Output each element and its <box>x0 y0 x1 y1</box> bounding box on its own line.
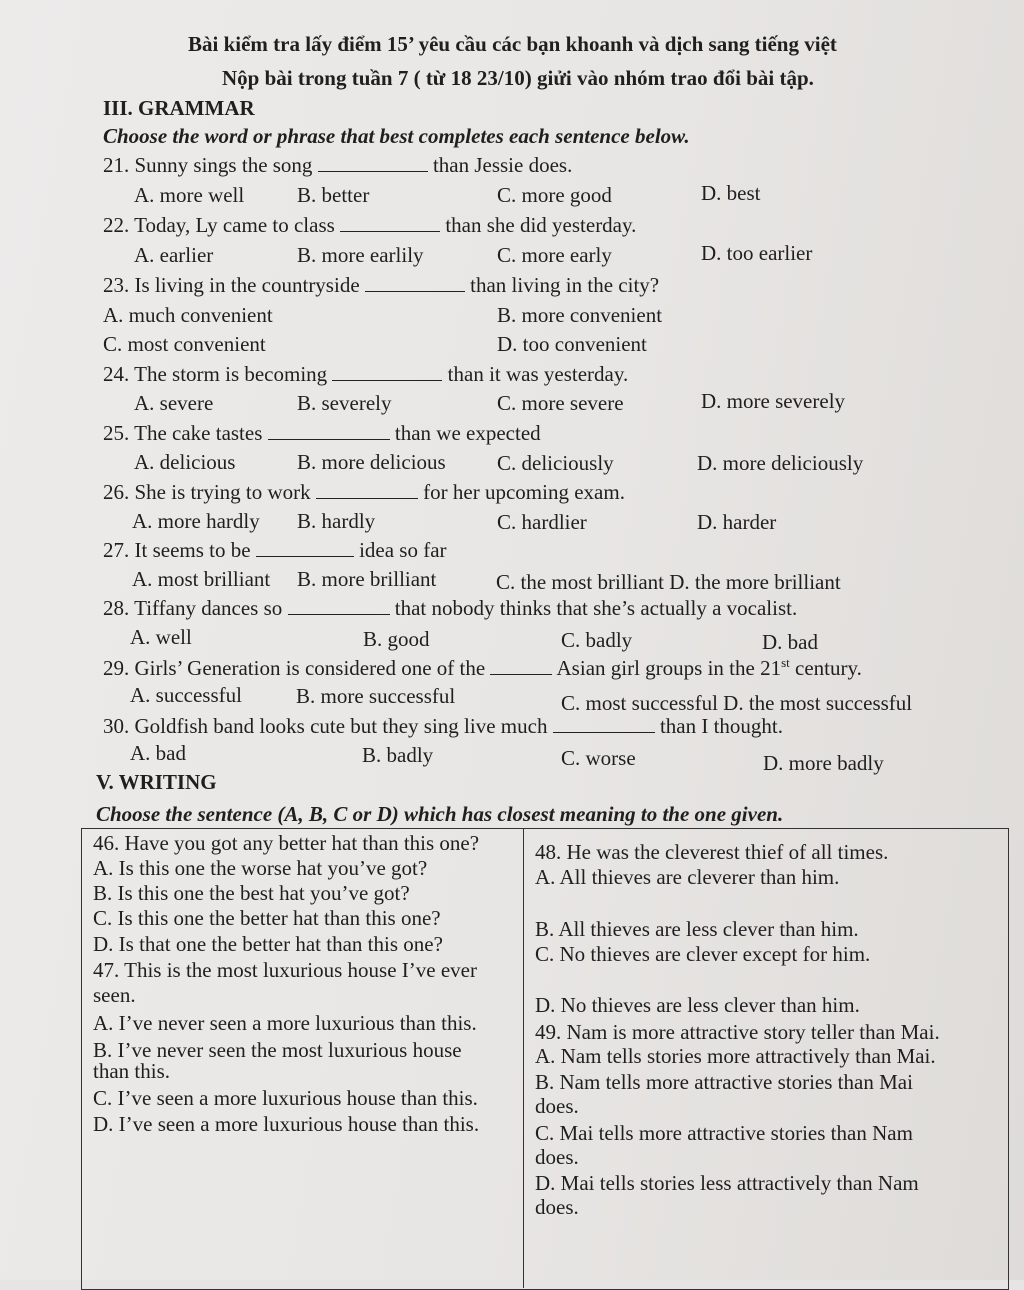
q27-option-b[interactable]: B. more brilliant <box>297 567 437 591</box>
q28-option-a[interactable]: A. well <box>130 625 192 649</box>
q24-option-d[interactable]: D. more severely <box>701 389 846 413</box>
writing-heading: V. WRITING <box>96 770 217 794</box>
q25-option-d[interactable]: D. more deliciously <box>697 451 864 475</box>
q29-option-a[interactable]: A. successful <box>130 683 242 707</box>
table-divider <box>523 828 524 1288</box>
q49-option-d[interactable]: D. Mai tells stories less attractively than Nam <box>535 1171 919 1195</box>
q27-option-c[interactable]: C. the most brilliant D. the more brilliant <box>496 570 841 594</box>
q21-option-b[interactable]: B. better <box>297 183 370 207</box>
question-25: 25. The cake tastes than we expected <box>103 421 541 445</box>
question-30: 30. Goldfish band looks cute but they sing live much than I thought. <box>103 714 784 738</box>
q23-option-c[interactable]: C. most convenient <box>103 332 266 356</box>
q28-option-c[interactable]: C. badly <box>561 628 633 652</box>
q49-option-d-cont: does. <box>535 1195 579 1219</box>
q46-option-c[interactable]: C. Is this one the better hat than this one? <box>93 906 441 930</box>
q24-option-b[interactable]: B. severely <box>297 391 392 415</box>
q49-option-a[interactable]: A. Nam tells stories more attractively than Mai. <box>535 1044 936 1068</box>
q46-stem: 46. Have you got any better hat than this one? <box>93 831 480 855</box>
q25-option-b[interactable]: B. more delicious <box>297 450 446 474</box>
q47-option-a[interactable]: A. I’ve never seen a more luxurious than this. <box>93 1011 477 1035</box>
q26-option-a[interactable]: A. more hardly <box>132 509 260 533</box>
question-29: 29. Girls’ Generation is considered one of the Asian girl groups in the 21st century. <box>103 655 862 680</box>
grammar-heading: III. GRAMMAR <box>103 96 255 120</box>
grammar-instruction: Choose the word or phrase that best completes each sentence below. <box>103 124 690 148</box>
q47-option-b-cont: than this. <box>93 1059 170 1083</box>
q46-option-b[interactable]: B. Is this one the best hat you’ve got? <box>93 881 410 905</box>
q26-option-d[interactable]: D. harder <box>697 510 777 534</box>
q26-option-b[interactable]: B. hardly <box>297 509 376 533</box>
question-21: 21. Sunny sings the song than Jessie does. <box>103 153 573 177</box>
q28-option-b[interactable]: B. good <box>363 627 430 651</box>
q28-option-d[interactable]: D. bad <box>762 630 818 654</box>
question-23: 23. Is living in the countryside than living in the city? <box>103 273 660 297</box>
q25-option-c[interactable]: C. deliciously <box>497 451 614 475</box>
q47-option-c[interactable]: C. I’ve seen a more luxurious house than this. <box>93 1086 478 1110</box>
q49-option-b-cont: does. <box>535 1094 579 1118</box>
header-line-2: Nộp bài trong tuần 7 ( từ 18 23/10) giửi vào nhóm trao đổi bài tập. <box>222 66 814 90</box>
question-24: 24. The storm is becoming than it was yesterday. <box>103 362 629 386</box>
q21-option-a[interactable]: A. more well <box>134 183 245 207</box>
q49-option-c-cont: does. <box>535 1145 579 1169</box>
q21-option-d[interactable]: D. best <box>701 181 761 205</box>
q23-option-d[interactable]: D. too convenient <box>497 332 647 356</box>
q22-option-b[interactable]: B. more earlily <box>297 243 424 267</box>
q48-option-d[interactable]: D. No thieves are less clever than him. <box>535 993 860 1017</box>
q22-option-d[interactable]: D. too earlier <box>701 241 813 265</box>
q48-stem: 48. He was the cleverest thief of all times. <box>535 840 889 864</box>
q49-option-c[interactable]: C. Mai tells more attractive stories than Nam <box>535 1121 913 1145</box>
q46-option-a[interactable]: A. Is this one the worse hat you’ve got? <box>93 856 428 880</box>
question-26: 26. She is trying to work for her upcoming exam. <box>103 480 625 504</box>
question-28: 28. Tiffany dances so that nobody thinks that she’s actually a vocalist. <box>103 596 798 620</box>
q30-option-d[interactable]: D. more badly <box>763 751 884 775</box>
q47-stem: 47. This is the most luxurious house I’ve ever <box>93 958 477 982</box>
question-27: 27. It seems to be idea so far <box>103 538 447 562</box>
q21-option-c[interactable]: C. more good <box>497 183 612 207</box>
q46-option-d[interactable]: D. Is that one the better hat than this one? <box>93 932 443 956</box>
q29-option-c[interactable]: C. most successful D. the most successful <box>561 691 913 715</box>
q29-option-b[interactable]: B. more successful <box>296 684 456 708</box>
q47-option-b[interactable]: B. I’ve never seen the most luxurious house <box>93 1038 462 1062</box>
q23-option-a[interactable]: A. much convenient <box>103 303 273 327</box>
q30-option-a[interactable]: A. bad <box>130 741 186 765</box>
q22-option-c[interactable]: C. more early <box>497 243 612 267</box>
writing-instruction: Choose the sentence (A, B, C or D) which has closest meaning to the one given. <box>96 802 784 826</box>
q48-option-b[interactable]: B. All thieves are less clever than him. <box>535 917 859 941</box>
header-line-1: Bài kiểm tra lấy điểm 15’ yêu cầu các bạn khoanh và dịch sang tiếng việt <box>188 32 837 56</box>
q23-option-b[interactable]: B. more convenient <box>497 303 663 327</box>
q24-option-c[interactable]: C. more severe <box>497 391 624 415</box>
q22-option-a[interactable]: A. earlier <box>134 243 214 267</box>
q25-option-a[interactable]: A. delicious <box>134 450 236 474</box>
q47-option-d[interactable]: D. I’ve seen a more luxurious house than this. <box>93 1112 480 1136</box>
q26-option-c[interactable]: C. hardlier <box>497 510 587 534</box>
q24-option-a[interactable]: A. severe <box>134 391 214 415</box>
q30-option-c[interactable]: C. worse <box>561 746 636 770</box>
q30-option-b[interactable]: B. badly <box>362 743 434 767</box>
question-22: 22. Today, Ly came to class than she did yesterday. <box>103 213 637 237</box>
q49-option-b[interactable]: B. Nam tells more attractive stories than Mai <box>535 1070 913 1094</box>
q49-stem: 49. Nam is more attractive story teller than Mai. <box>535 1020 940 1044</box>
q27-option-a[interactable]: A. most brilliant <box>132 567 271 591</box>
q48-option-c[interactable]: C. No thieves are clever except for him. <box>535 942 871 966</box>
q48-option-a[interactable]: A. All thieves are cleverer than him. <box>535 865 840 889</box>
q47-stem-cont: seen. <box>93 983 136 1007</box>
